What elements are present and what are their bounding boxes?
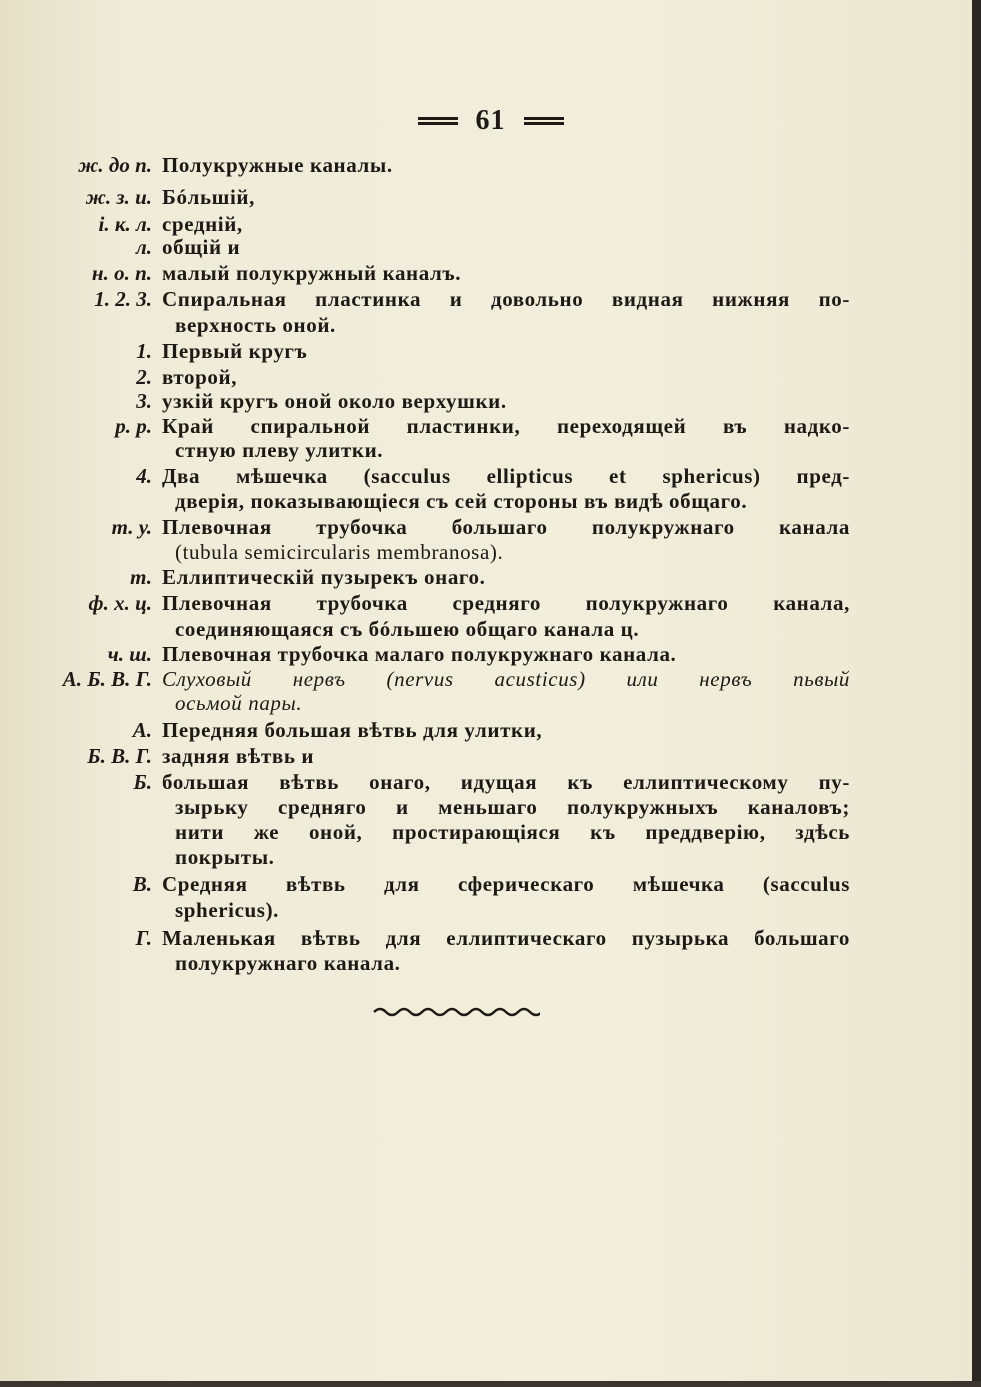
legend-text-line: Слуховый нервъ (nervus acusticus) или нервъ пьвый (162, 667, 850, 691)
page-edge-bottom (0, 1381, 981, 1387)
legend-label: н. о. п. (91, 261, 152, 285)
legend-label: т. у. (111, 515, 152, 539)
page-header (0, 104, 981, 138)
legend-text-line: Спиральная пластинка и довольно видная нижняя по- (162, 287, 850, 311)
legend-text-line: среднiй, (162, 212, 243, 236)
legend-text-line: зырьку средняго и меньшаго полукружныхъ каналовъ; (175, 795, 850, 819)
legend-text-line: Плевочная трубочка большаго полукружнаго канала (162, 515, 850, 539)
legend-text-line: Край спиральной пластинки, переходящей въ надко- (162, 414, 850, 438)
page-number: 61 (475, 105, 506, 136)
legend-text-line: верхность оной. (175, 313, 336, 337)
legend-text-line: Плевочная трубочка малаго полукружнаго канала. (162, 642, 677, 666)
ornament-divider (372, 1005, 540, 1019)
legend-label: Б. В. Г. (87, 744, 152, 768)
header-rule-right (524, 117, 564, 125)
legend-text-line: общiй и (162, 235, 241, 259)
legend-label: Г. (135, 926, 152, 950)
legend-text-line: соединяющаяся съ бóльшею общаго канала ц. (175, 617, 640, 641)
legend-text-line: нити же оной, простирающiяся къ преддверiю, здѣсь (175, 820, 850, 844)
legend-text-line: Еллиптическiй пузырекъ онаго. (162, 565, 486, 589)
legend-text-line: Бóльшiй, (162, 185, 255, 209)
legend-label: 1. (136, 339, 152, 363)
legend-text-line: Передняя большая вѣтвь для улитки, (162, 718, 543, 742)
legend-text-line: Два мѣшечка (sacculus ellipticus et sphericus) пред- (162, 464, 850, 488)
legend-text-line: Первый кругъ (162, 339, 308, 363)
legend-text-line: большая вѣтвь онаго, идущая къ еллиптическому пу- (162, 770, 850, 794)
legend-label: ж. з. и. (85, 185, 152, 209)
legend-label: А. Б. В. Г. (62, 667, 152, 691)
legend-text-line: Плевочная трубочка средняго полукружнаго канала, (162, 591, 850, 615)
legend-text-line: Маленькая вѣтвь для еллиптическаго пузырька большаго (162, 926, 850, 950)
legend-label: 1. 2. 3. (94, 287, 152, 311)
legend-label: ж. до п. (78, 153, 152, 177)
legend-text-line: малый полукружный каналъ. (162, 261, 462, 285)
legend-text-line: полукружнаго канала. (175, 951, 401, 975)
legend-text-line: дверiя, показывающiеся съ сей стороны въ видѣ общаго. (175, 489, 748, 513)
legend-label: i. к. л. (98, 212, 152, 236)
legend-label: А. (132, 718, 152, 742)
legend-label: ф. х. ц. (88, 591, 152, 615)
legend-text-line: Полукружные каналы. (162, 153, 393, 177)
legend-label: л. (135, 235, 152, 259)
legend-text-line: осьмой пары. (175, 691, 303, 715)
legend-label: В. (132, 872, 152, 896)
legend-label: 4. (136, 464, 152, 488)
legend-text-line: (tubula semicircularis membranosa). (175, 540, 504, 564)
legend-text-line: узкiй кругъ оной около верхушки. (162, 389, 507, 413)
legend-label: 3. (136, 389, 152, 413)
header-rule-left (418, 117, 458, 125)
legend-text-line: sphericus). (175, 898, 280, 922)
legend-label: т. (130, 565, 152, 589)
legend-label: р. р. (115, 414, 152, 438)
legend-text-line: второй, (162, 365, 238, 389)
legend-text-line: задняя вѣтвь и (162, 744, 315, 768)
legend-label: 2. (136, 365, 152, 389)
legend-text-line: стную плеву улитки. (175, 438, 384, 462)
legend-label: Б. (133, 770, 152, 794)
page-edge-right (972, 0, 981, 1387)
legend-text-line: покрыты. (175, 845, 275, 869)
legend-label: ч. ш. (107, 642, 152, 666)
legend-text-line: Средняя вѣтвь для сферическаго мѣшечка (sacculus (162, 872, 850, 896)
